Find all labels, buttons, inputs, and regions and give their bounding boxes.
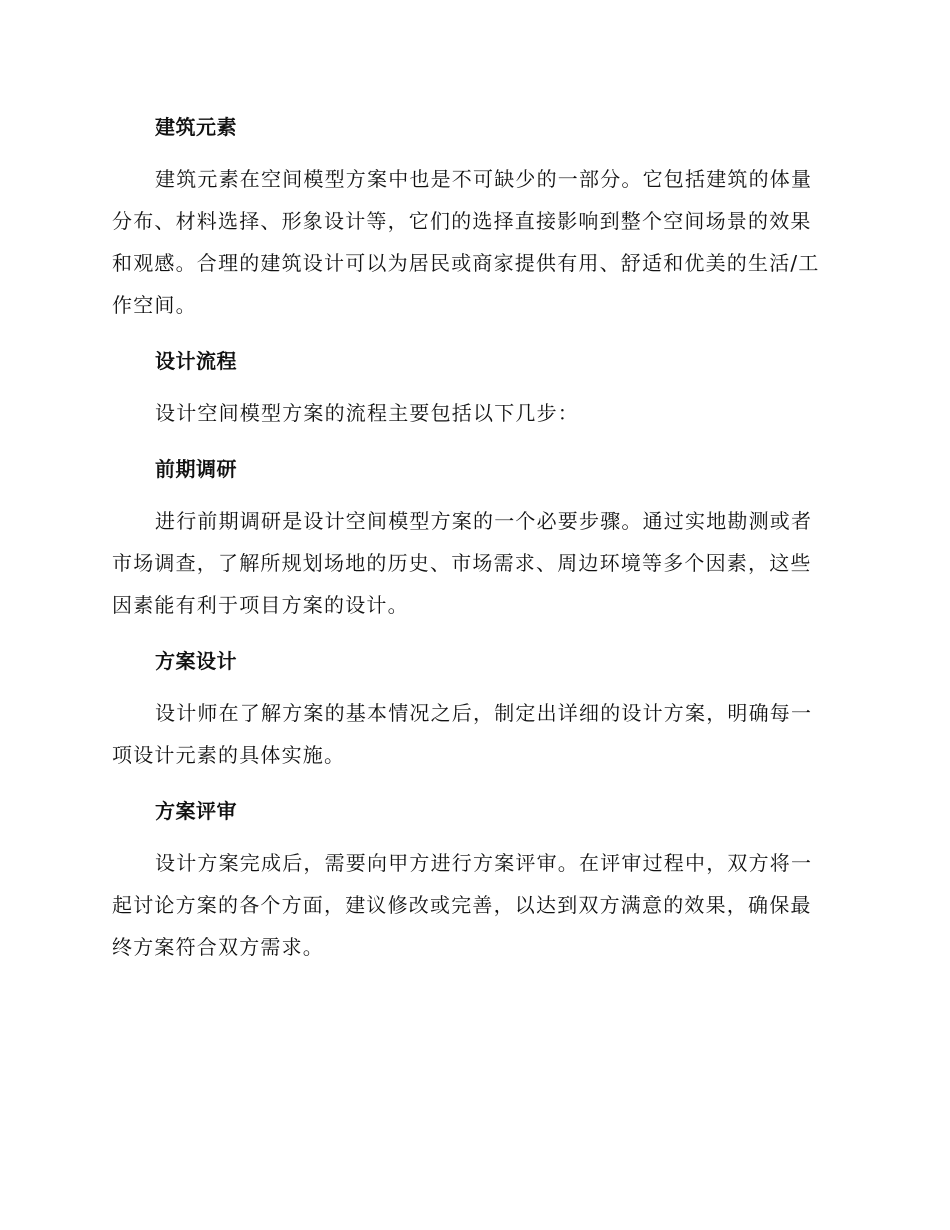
section-architecture-elements xyxy=(112,108,832,326)
section-scheme-design xyxy=(112,642,832,776)
section-paragraph: 设计空间模型方案的流程主要包括以下几步： xyxy=(155,401,579,425)
section-heading: 设计流程 xyxy=(155,349,237,373)
section-design-process xyxy=(112,342,832,434)
section-paragraph: 设计师在了解方案的基本情况之后，制定出详细的设计方案，明确每一项设计元素的具体实施。 xyxy=(112,701,813,767)
document-body xyxy=(112,108,832,984)
section-heading: 方案评审 xyxy=(155,799,237,823)
section-paragraph: 设计方案完成后，需要向甲方进行方案评审。在评审过程中，双方将一起讨论方案的各个方面，建议修改或完善，以达到双方满意的效果，确保最终方案符合双方需求。 xyxy=(112,851,813,959)
section-heading: 前期调研 xyxy=(155,457,237,481)
section-paragraph: 进行前期调研是设计空间模型方案的一个必要步骤。通过实地勘测或者市场调查，了解所规划场地的历史、市场需求、周边环境等多个因素，这些因素能有利于项目方案的设计。 xyxy=(112,509,813,617)
section-paragraph: 建筑元素在空间模型方案中也是不可缺少的一部分。它包括建筑的体量分布、材料选择、形象设计等，它们的选择直接影响到整个空间场景的效果和观感。合理的建筑设计可以为居民或商家提供有用、舒适和优美的生活/工作空间。 xyxy=(112,167,820,317)
section-heading: 方案设计 xyxy=(155,649,237,673)
section-heading: 建筑元素 xyxy=(155,115,237,139)
section-scheme-review xyxy=(112,792,832,968)
section-preliminary-research xyxy=(112,450,832,626)
